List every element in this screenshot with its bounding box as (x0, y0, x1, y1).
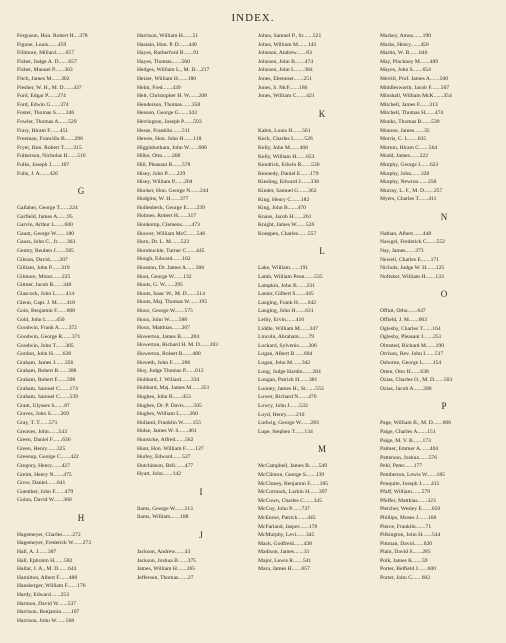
index-entry: Harrison, William H.......51 (137, 33, 199, 39)
index-entry: Guenther, John F.......479 (17, 488, 74, 495)
index-entry: Hulland, Franklin W.......155 (137, 419, 202, 426)
index-entry: Frary, Hiram F.......451 (17, 127, 69, 134)
index-entry: Mitchell, James F.......313 (380, 101, 438, 108)
section-heading: J (199, 530, 203, 541)
index-entry: Hagemeyer, Charles.......272 (17, 531, 81, 538)
index-entry: Gentry, Reuben J.......585 (17, 248, 74, 255)
index-entry: Houston, Dr. James A.......306 (137, 265, 205, 272)
index-entry: Greaves, John.......543 (17, 428, 67, 435)
index-entry: Johns, William M.......143 (258, 41, 317, 48)
index-entry: Lauging, Frank H.......642 (258, 299, 317, 306)
index-entry: Hulse, James W. S.......461 (137, 428, 197, 435)
index-entry: Houts, Isaac W., M. D.......514 (137, 290, 205, 297)
index-entry: Mara, James H.......657 (258, 566, 310, 573)
index-entry: Osborne, George L.......154 (380, 360, 442, 366)
index-entry: Hayes, Thomas.......560 (137, 58, 190, 65)
index-entry: Ferguson, Hon. Robert H....378 (17, 33, 88, 39)
index-entry: Lincoln, Abraham.......79 (258, 334, 315, 341)
index-entry: Grant, Ulysses S.......87 (17, 402, 70, 409)
index-entry: Hoy, Judge Thomas P.......612 (137, 368, 204, 375)
index-column-4 (380, 32, 498, 583)
index-entry: Glenn, Capt. J. M.......418 (17, 299, 75, 306)
index-entry: Jackson, Joshua B.......375 (137, 557, 197, 564)
index-entry: Plain, David S.......285 (380, 549, 431, 556)
index-entry: Jones, S. McF.......186 (258, 84, 308, 91)
index-entry: McFarland, Jasper.......178 (258, 523, 318, 530)
index-entry: Freeman, Francillo B.......296 (17, 136, 83, 143)
index-entry: Hewes, Hon. John H.......118 (137, 136, 202, 143)
index-entry: Hutchinson, Bell.......477 (137, 462, 194, 469)
index-entry: Pilkington, John H.......544 (380, 532, 441, 539)
index-entry: Mayes, John S.......654 (380, 67, 431, 74)
index-entry: Page, William B., M. D.......606 (380, 420, 451, 427)
index-entry: Offield, J. M.......603 (380, 317, 427, 324)
section-heading: M (317, 444, 326, 455)
index-entry: Figone, Louis.......459 (17, 41, 67, 48)
index-entry: Herrington, Joseph P.......593 (137, 118, 202, 125)
index-column-1 (17, 32, 135, 625)
index-entry: King, John B.......470 (258, 205, 306, 212)
index-entry: Martin, W. B.......646 (380, 50, 428, 57)
index-entry: Hornbuckle, Turner C.......445 (137, 247, 205, 254)
index-entry: Jones, Ebenezer.......251 (258, 75, 312, 82)
index-entry: Holmes, Robert H.......317 (137, 213, 197, 220)
index-entry: May, Pinckney M.......409 (380, 58, 439, 65)
index-entry: Ozias, Charles O., M. D.......503 (380, 377, 453, 384)
index-entry: Henderson, Thomas.......358 (137, 101, 201, 108)
index-entry: Hodgins, W. H.......377 (137, 196, 189, 203)
section-heading: N (440, 211, 448, 222)
index-entry: Glascock, John L.......414 (17, 291, 75, 298)
index-entry: Heizer, William H.......180 (137, 75, 197, 82)
index-entry: Gittner, Jacob B.......340 (17, 282, 72, 289)
index-entry: Pehl, Peter.......177 (380, 463, 423, 470)
index-entry: Fults, J. A.......426 (17, 170, 58, 177)
index-entry: Ludwig, George W.......283 (258, 420, 319, 427)
index-entry: Nawgel, Frederick C.......552 (380, 239, 445, 246)
index-entry: Murray, L. F., M. D.......257 (380, 187, 443, 194)
index-entry: Kinder, Samuel G.......362 (258, 187, 317, 194)
index-entry: Hyatt, John.......142 (137, 471, 181, 478)
index-entry: Hubbard, J. Willard.......334 (137, 376, 200, 383)
index-entry: King, Henry C.......182 (258, 196, 310, 203)
index-entry: Goodwin, George R.......371 (17, 334, 81, 340)
section-heading: O (440, 289, 448, 300)
index-entry: Hardy, Edward.......253 (17, 592, 69, 599)
index-entry: Hayes, Rutherford B.......91 (137, 50, 199, 57)
index-entry: Oglesby, Charles T.......164 (380, 325, 441, 332)
index-entry: Goodwin, Frank A.......372 (17, 325, 77, 332)
index-entry: Green, Henry.......325 (17, 445, 66, 452)
index-entry: Guinn, David W.......360 (17, 497, 72, 504)
index-entry: Gilmore, Minor.......225 (17, 273, 71, 280)
index-entry: Garvin, Arthur L.......600 (17, 222, 73, 229)
index-entry: Johnson, Andrew.......83 (258, 50, 312, 57)
index-entry: Hamilton, Albert F.......488 (17, 574, 78, 581)
index-entry: Newell, Charles E.......171 (380, 256, 440, 263)
index-entry: Major, Lewis R.......541 (258, 557, 312, 564)
index-entry: Hansberger, William F.......176 (17, 583, 86, 590)
index-entry: Houx, Matthias.......267 (137, 325, 190, 332)
index-entry: Logan, Albert B.......604 (258, 351, 313, 358)
index-entry: Hill, Pleasant B.......578 (137, 161, 191, 168)
index-entry: Fillmore, Millard.......657 (17, 50, 75, 57)
index-entry: McClinton, George S.......139 (258, 471, 325, 478)
index-entry: Ilams, George W.......213 (137, 505, 193, 512)
index-entry: Long, Judge Hardin.......284 (258, 368, 321, 375)
index-entry: Johnson, John L.......384 (258, 67, 313, 74)
index-entry: Hoover, William McC.......546 (137, 230, 206, 237)
index-entry: McMurphy, Levi.......345 (258, 532, 315, 539)
index-entry: Offutt, Otho.......647 (380, 308, 426, 315)
index-entry: Fowler, Thomas A.......529 (17, 118, 77, 125)
page-title: INDEX. (231, 12, 275, 24)
index-entry: Lampkin, John B.......231 (258, 282, 315, 289)
section-heading: L (319, 246, 325, 257)
index-entry: Paige, M. V. B.......173 (380, 437, 431, 444)
index-entry: Garfield, James A.......95 (17, 213, 73, 220)
index-entry: Hedges, William L., M. D....217 (137, 67, 210, 74)
index-entry: Morris, C. L.......635 (380, 136, 427, 143)
index-entry: Phillips, Moses J.......168 (380, 514, 437, 521)
index-entry: Jefferson, Thomas.......27 (137, 574, 194, 581)
index-entry: Knight, James W.......526 (258, 222, 315, 229)
index-entry: Noftsker, William H.......133 (380, 273, 444, 280)
index-entry: Goin, Benjamin F.......608 (17, 308, 75, 315)
index-entry: Hocker, Hon. George N.......244 (137, 187, 209, 194)
index-entry: Hunsicke, Alfred.......562 (137, 436, 194, 443)
index-entry: Jackson, Andrew.......43 (137, 549, 191, 556)
index-entry: Fitch, James M.......302 (17, 75, 70, 82)
index-entry: Hughes, Dr. P. Davis.......505 (137, 402, 202, 409)
index-entry: Helm, Fred.......439 (137, 84, 181, 91)
index-entry: McCown, Charles C.......345 (258, 497, 323, 504)
index-entry: Nay, James.......373 (380, 248, 424, 255)
index-entry: Hough, Edward.......162 (137, 256, 191, 263)
index-entry: Ford, Edgar P.......274 (17, 93, 66, 100)
index-entry: Hurley, Edward.......527 (137, 454, 191, 461)
index-entry: Orrison, Rev. John I.......517 (380, 351, 444, 358)
index-entry: Keck, Charles L.......526 (258, 136, 313, 143)
index-entry: Hughes, William L.......260 (137, 411, 198, 418)
index-entry: Greenup, George C.......422 (17, 454, 79, 461)
index-entry: Johnson, John B.......474 (258, 58, 314, 65)
index-entry: Minshall, William McK.......354 (380, 93, 452, 100)
index-entry: Hilke, Otto.......268 (137, 153, 181, 160)
index-entry: Kelly, John M.......468 (258, 144, 308, 151)
index-entry: Morton, Hiram C.......564 (380, 144, 438, 151)
index-entry: Houx, John W.......588 (137, 316, 188, 323)
index-entry: Hollenbeck, George E.......239 (137, 204, 205, 211)
index-entry: Howerton, James B.......204 (137, 333, 200, 340)
index-entry: Horn, Dr. L. M.......523 (137, 239, 190, 246)
index-entry: Gaunt, George W.......180 (17, 230, 75, 237)
index-entry: Howerton, Robert R.......480 (137, 350, 201, 357)
index-entry: Pierce, Franklin.......71 (380, 523, 432, 530)
index-entry: Lowry, John J.......533 (258, 402, 308, 409)
index-entry: Hisey, William P.......204 (137, 179, 193, 186)
index-entry: Graham, Samuel C.......174 (17, 385, 78, 392)
index-entry: Ford, Edwin G.......374 (17, 101, 69, 108)
index-entry: Houx, George W.......575 (137, 308, 193, 314)
index-entry: Madison, James.......31 (258, 549, 310, 556)
index-entry: Patterson, Joshua.......576 (380, 454, 438, 461)
index-entry: Foster, Thomas S.......346 (17, 110, 75, 117)
index-entry: Gray, T. T.......571 (17, 419, 58, 426)
index-entry: Hughes, John B.......453 (137, 393, 191, 400)
index-entry: Myers, Charles T.......411 (380, 196, 437, 203)
index-entry: Pemberton, Lewis W.......185 (380, 471, 445, 478)
index-entry: Monroe, James.......35 (380, 127, 430, 134)
index-entry: Lamb, William Penn.......535 (258, 274, 323, 281)
index-entry: Olmsted, Richard M.......190 (380, 342, 445, 349)
index-entry: Fulks, Joseph J.......107 (17, 161, 70, 168)
index-entry: Ilams, William.......188 (137, 514, 189, 521)
index-entry: Gordon, John H.......628 (17, 351, 72, 358)
index-entry: Looney, James H., Sr.......553 (258, 385, 324, 392)
index-entry: Porter, Belfield J.......600 (380, 566, 437, 573)
index-entry: Penquite, Joseph J.......415 (380, 480, 440, 487)
index-entry: Markey, Amos.......190 (380, 33, 432, 39)
section-heading: P (441, 401, 447, 412)
section-heading: K (318, 108, 326, 119)
index-entry: Paige, Charles A.......151 (380, 428, 436, 435)
index-entry: McCoy, John P.......737 (258, 506, 310, 513)
index-entry: Graham, James J.......356 (17, 359, 74, 366)
index-entry: Goodwin, John T.......305 (17, 342, 74, 349)
index-entry: Howeth, John F.......286 (137, 359, 191, 366)
index-entry: Knaus, Jacob H.......261 (258, 213, 312, 220)
index-entry: Pfeffer, Matthias.......323 (380, 497, 436, 504)
index-entry: McCormack, Larkin H.......397 (258, 489, 328, 496)
index-entry: Hunt, Hon. William F.......127 (137, 445, 204, 452)
index-entry: Kendrick, Edwin R.......536 (258, 162, 320, 169)
index-entry: Gibson, David.......207 (17, 256, 68, 263)
index-entry: Hallar, J. A., M. D.......643 (17, 566, 77, 573)
index-entry: Hagemeyer, Frederick W.......273 (17, 540, 92, 547)
index-entry: Fisher, Manuel P.......363 (17, 67, 73, 74)
index-entry: Nichols, Judge W. H.......125 (380, 265, 445, 272)
index-entry: Johns, Samuel P., Sr.......521 (258, 33, 322, 39)
index-entry: Houts, Maj. Thomas W.......195 (137, 299, 208, 306)
index-entry: Oglesby, Pleasant J.......251 (380, 334, 442, 341)
index-entry: Graham, Samuel C.......539 (17, 394, 78, 401)
index-entry: Hall, A. J.......387 (17, 549, 57, 556)
index-entry: Mitchell, Thomas H.......474 (380, 110, 444, 117)
index-entry: Ozias, Jacob A.......280 (380, 385, 432, 392)
index-entry: Jones, William C.......421 (258, 93, 315, 100)
section-heading: H (77, 512, 85, 523)
index-entry: Palmer, Emmer A.......404 (380, 446, 439, 453)
index-entry: Pittman, David.......620 (380, 540, 433, 547)
index-entry: Koeppen, Charles.......557 (258, 230, 317, 237)
index-entry: Lauging, John H.......631 (258, 308, 314, 315)
index-entry: Graves, John S.......269 (17, 411, 69, 418)
index-entry: Hisey, John P.......229 (137, 170, 186, 177)
index-entry: McCluney, Benjamin F.......185 (258, 480, 329, 487)
index-entry: Monks, Thomas B.......539 (380, 118, 440, 125)
index-entry: Mack, Godfreid.......438 (258, 540, 312, 547)
index-entry: Henson, George G.......343 (137, 110, 197, 117)
index-entry: Hout, George W.......132 (137, 273, 192, 280)
index-entry: Graham, Robert F.......590 (17, 376, 76, 383)
index-entry: Helt, Christopher H. W.......208 (137, 93, 207, 100)
index-entry: Polk, James K.......59 (380, 557, 428, 564)
index-entry: Longan, Patrick H.......381 (258, 377, 318, 384)
index-entry: Marks, Henry.......456 (380, 41, 429, 48)
index-entry: Harrison, John W.......568 (17, 617, 75, 624)
index-entry: Harmon, David W.......537 (17, 600, 77, 607)
index-entry: Mudd, James.......222 (380, 153, 429, 160)
index-entry: Lanier, Gilbert S.......445 (258, 291, 314, 298)
index-entry: Loyd, Henry.......210 (258, 411, 305, 418)
index-entry: Kelly, William H.......653 (258, 153, 315, 160)
index-entry: Honkomp, Clemens.......473 (137, 222, 200, 229)
index-entry: Nathan, Albert.......448 (380, 230, 432, 237)
index-entry: Hastain, Hon. P. D.......440 (137, 41, 197, 48)
index-entry: Middlesworth, Jacob F.......507 (380, 84, 450, 91)
index-entry: Lake, William.......191 (258, 265, 309, 272)
index-entry: Kiesling, Edward J.......338 (258, 179, 319, 186)
index-entry: Merrill, Prof. James A.......500 (380, 75, 449, 82)
index-column-3 (258, 32, 376, 574)
index-entry: Kennedy, Daniel E.......179 (258, 170, 319, 177)
index-entry: McEnroe, Patrick.......445 (258, 514, 316, 521)
index-entry: Flesher, W. H., M. D.......437 (17, 84, 82, 91)
index-entry: Pfaff, William.......579 (380, 489, 431, 496)
index-entry: Otten, Otto H.......638 (380, 368, 429, 375)
index-entry: Murphy, George I.......623 (380, 161, 439, 168)
section-heading: I (199, 486, 203, 497)
index-entry: Greim, Henry N.......475 (17, 471, 72, 478)
index-entry: Gregory, Henry.......427 (17, 462, 70, 469)
index-entry: Green, Daniel F.......636 (17, 437, 71, 444)
index-entry: Kabrs, Louis H.......561 (258, 127, 311, 134)
index-column-2 (137, 32, 255, 582)
index-entry: Grow, Daniel.......641 (17, 480, 66, 487)
index-entry: Graham, Robert B.......308 (17, 368, 77, 375)
index-entry: Lockard, Sylvenis.......206 (258, 342, 317, 349)
index-entry: Murphy, John.......328 (380, 170, 430, 177)
index-entry: Hall, Ephraim H.......582 (17, 557, 73, 564)
index-entry: Fryer, Hon. Robert T.......315 (17, 144, 82, 151)
index-entry: McCampbell, James B.......549 (258, 463, 327, 470)
index-entry: Harrison, Benjamin.......107 (17, 609, 80, 616)
index-entry: Hesse, Franklin.......511 (137, 127, 191, 134)
index-entry: Pletcher, Wesley E.......650 (380, 506, 441, 513)
index-entry: Gallaher, George T.......224 (17, 205, 78, 212)
index-entry: Leiby, Ervin.......416 (258, 317, 305, 324)
index-entry: Porter, John C.......602 (380, 575, 431, 582)
section-heading: G (77, 186, 85, 197)
index-entry: Gauss, John C., Jr.......363 (17, 239, 76, 246)
index-entry: James, William H.......265 (137, 566, 196, 573)
index-entry: Fulkerson, Nicholas H.......516 (17, 153, 86, 160)
index-entry: Lower, Richard N.......476 (258, 394, 317, 401)
index-entry: Murphy, Newton.......258 (380, 179, 437, 186)
index-entry: Gilliam, John P.......319 (17, 265, 70, 272)
index-entry: Houts, G. W.......295 (137, 282, 183, 289)
index-entry: Gold, John L.......450 (17, 316, 65, 323)
index-entry: Fisher, Judge A. D.......657 (17, 58, 77, 65)
index-entry: Liddle, William M.......347 (258, 325, 318, 332)
index-entry: Higginbotham, John W.......606 (137, 144, 207, 151)
index-entry: Logan, John M.......342 (258, 360, 311, 366)
index-entry: Howerton, Richard H. M. D.......203 (137, 342, 219, 349)
index-entry: Lupe, Stephen T.......134 (258, 428, 313, 435)
index-entry: Hubbard, Maj. James M.......351 (137, 385, 210, 392)
